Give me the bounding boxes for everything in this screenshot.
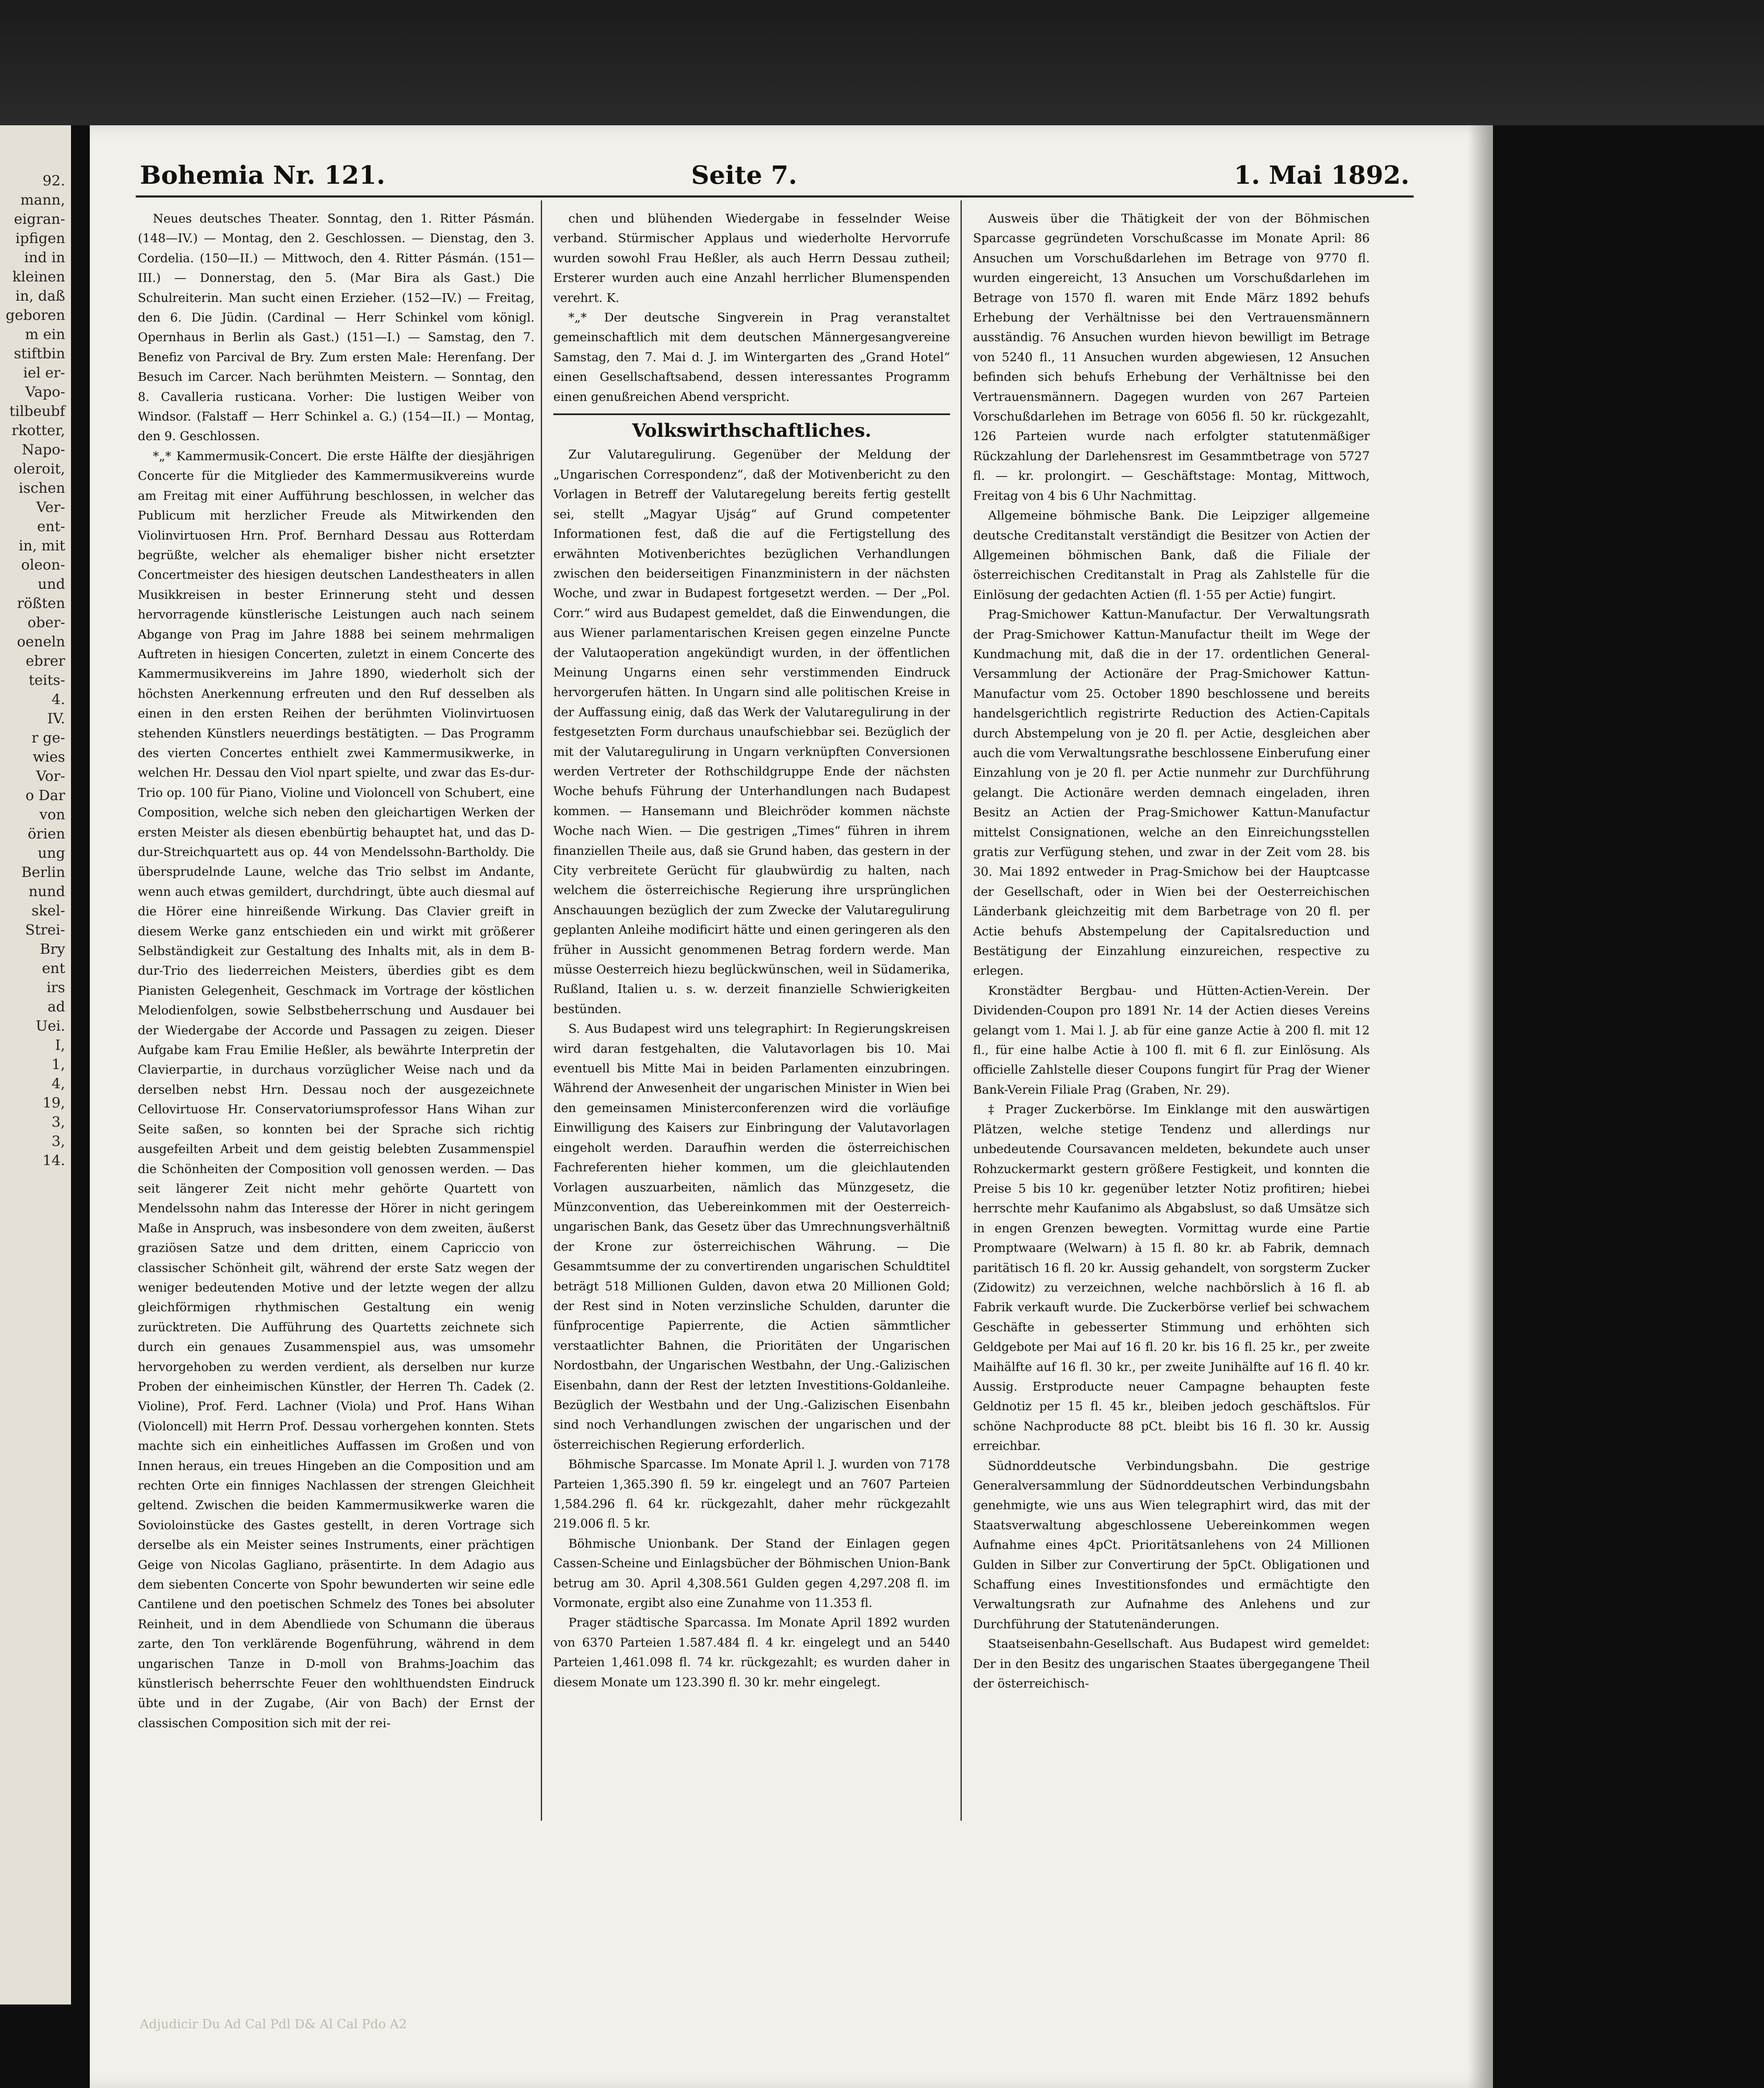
article-zuckerboerse: ‡ Prager Zuckerbörse. Im Einklange mit den auswärtigen Plätzen, welche stetige Tendenz und allerdings nur unbedeutende Coursavancen meldeten, bekundete auch unser Rohzuckermarkt gestern größere Festigkeit, und konnten die Preise 5 bis 10 kr. gegenüber letzter Notiz profitiren; hiebei herrschte mehr Kaufanimo als Abgabslust, so daß Umsätze sich in engen Grenzen bewegten. Vormittag wurde eine Partie Promptwaare (Welwarn) à 15 fl. 80 kr. ab Fabrik, demnach paritätisch 16 fl. 20 kr. Aussig gehandelt, von sorgsterm Zucker (Zidowitz) zu verzeichnen, welche nachbörslich à 16 fl. ab Fabrik verkauft wurde. Die Zuckerbörse verlief bei schwachem Geschäfte in gebesserter Stimmung und erhöhten sich Geldgebote per Mai auf 16 fl. 20 kr. bis 16 fl. 25 kr., per zweite Maihälfte auf 16 fl. 30 kr., per zweite Junihälfte auf 16 fl. 40 kr. Aussig. Erstproducte neuer Campagne behaupten feste Geldnotiz per 15 fl. 45 kr., bleiben jedoch geschäftslos. Für schöne Nachproducte 88 pCt. bleibt bis 16 fl. 30 kr. Aussig erreichbar. [973, 1102, 1370, 1453]
column-2 [553, 209, 950, 1817]
previous-page-fragment: 4. [51, 691, 65, 708]
article-kammermusik: *„* Kammermusik-Concert. Die erste Hälfte der diesjährigen Concerte für die Mitglieder des Kammermusikvereins wurde am Freitag mit einer Aufführung beschlossen, in welcher das Publicum mit herzlicher Freude als Mitwirkenden den Violinvirtuosen Hrn. Prof. Bernhard Dessau aus Rotterdam begrüßte, welcher als ehemaliger bisher nicht ersetzter Concertmeister des hiesigen deutschen Landestheaters in allen Musikkreisen in bester Erinnerung steht und dessen hervorragende künstlerische Leistungen auch nach seinem Abgange von Prag im Jahre 1888 bei seinem mehrmaligen Auftreten in hiesigen Concerten, zuletzt in einem Concerte des Kammermusikvereins im Jahre 1890, wiederholt sich der höchsten Anerkennung erfreuten und den Ruf desselben als einen in den ersten Reihen der berühmten Violinvirtuosen stehenden Künstlers neuerdings bestätigten. — Das Programm des vierten Concertes enthielt zwei Kammermusikwerke, in welchen Hr. Dessau den Viol npart spielte, und zwar das Es-dur-Trio op. 100 für Piano, Violine und Violoncell von Schubert, eine Composition, welche sich neben den gleichartigen Werken der ersten Meister als diesen ebenbürtig behauptet hat, und das D-dur-Streichquartett aus op. 44 von Mendelssohn-Bartholdy. Die übersprudelnde Laune, welche das Trio selbst im Andante, wenn auch etwas gemildert, durchdringt, übte auch diesmal auf die Hörer eine hinreißende Wirkung. Das Clavier greift in diesem Werke ganz entschieden ein und wirkt mit größerer Selbständigkeit zur Gestaltung des Inhalts mit, als in dem B-dur-Trio des liederreichen Meisters, überdies gibt es dem Pianisten Gelegenheit, Geschmack im Vortrage der köstlichen Melodienfolgen, sowie Selbstbeherrschung und Ausdauer bei der Wiedergabe der Accorde und Passagen zu zeigen. Dieser Aufgabe kam Frau Emilie Heßler, als bewährte Interpretin der Clavierpartie, in durchaus vorzüglicher Weise nach und da derselben nebst Hrn. Dessau noch der ausgezeichnete Cellovirtuose Hr. Conservatoriumsprofessor Hans Wihan zur Seite saßen, so konnten bei der Sprache sich richtig ausgefeilten Arbeit und dem geistig belebten Zusammenspiel die Schönheiten der Composition voll genossen werden. — Das seit längerer Zeit nicht mehr gehörte Quartett von Mendelssohn nahm das Interesse der Hörer in nicht geringem Maße in Anspruch, was insbesondere von dem zweiten, äußerst graziösen Satze und dem dritten, einem Capriccio von classischer Schönheit gilt, während der erste Satz wegen der weniger bedeutenden Motive und der letzte wegen der allzu gleichförmigen rhythmischen Gestaltung ein wenig zurücktreten. Die Aufführung des Quartetts zeichnete sich durch ein genaues Zusammenspiel aus, was umsomehr hervorgehoben zu werden verdient, als derselben nur kurze Proben der einheimischen Künstler, der Herren Th. Cadek (2. Violine), Prof. Ferd. Lachner (Viola) und Prof. Hans Wihan (Violoncell) mit Herrn Prof. Dessau vorhergehen konnten. Stets machte sich ein einheitliches Auffassen im Großen und von Innen heraus, ein treues Hingeben an die Composition und am rechten Orte ein finniges Nachlassen der strengen Gleichheit geltend. Zwischen die beiden Kammermusikwerke waren die Sovioloinstücke des Gastes gestellt, in deren Vortrage sich derselbe als ein Meister seines Instruments, einer prächtigen Geige von Nicolas Gagliano, präsentirte. In dem Adagio aus dem siebenten Concerte von Spohr bewunderten wir seine edle Cantilene und den poetischen Schmelz des Tones bei absoluter Reinheit, und in dem Abendliede von Schumann die überaus zarte, den Ton verklärende Bogenführung, während in dem ungarischen Tanze in D-moll von Brahms-Joachim das künstlerisch beherrschte Feuer den wohlthuendsten Eindruck übte und in der Zugabe, (Air von Bach) der Ernst der classischen Composition sich mit der rei- [138, 449, 535, 1730]
previous-page-fragment: o Dar [25, 787, 65, 804]
previous-page-fragment: irs [46, 979, 65, 996]
previous-page-fragment: ischen [18, 480, 65, 497]
section-heading: Volkswirthschaftliches. [553, 413, 950, 441]
previous-page-fragment: kleinen [12, 269, 65, 285]
article-kattun: Prag-Smichower Kattun-Manufactur. Der Verwaltungsrath der Prag-Smichower Kattun-Manufactur theilt im Wege der Kundmachung mit, daß die in der 17. ordentlichen General-Versammlung der Actionäre der Prag-Smichower Kattun-Manufactur vom 25. October 1890 beschlossene und bereits handelsgerichtlich registrirte Reduction des Actien-Capitals durch Abstempelung von je 20 fl. per Actie, desgleichen aber auch die vom Verwaltungsrathe beschlossene Einberufung einer Einzahlung von je 20 fl. per Actie nunmehr zur Durchführung gelangt. Die Actionäre werden demnach eingeladen, ihren Besitz an Actien der Prag-Smichower Kattun-Manufactur mittelst Consignationen, welche an den Einreichungsstellen gratis zur Verfügung stehen, und zwar in der Zeit vom 28. bis 30. Mai 1892 entweder in Prag-Smichow bei der Hauptcasse der Gesellschaft, oder in Wien bei der Oesterreichischen Länderbank gleichzeitig mit dem Barbetrage von 20 fl. per Actie behufs Abstempelung der Capitalsreduction und Bestätigung der Einzahlung einzureichen, respective zu erlegen. [973, 607, 1370, 978]
previous-page-fragment: Berlin [21, 864, 65, 881]
previous-page-fragment: 3, [51, 1114, 65, 1130]
theater-schedule: Neues deutsches Theater. Sonntag, den 1. Ritter Pásmán. (148—IV.) — Montag, den 2. Geschlossen. — Dienstag, den 3. Cordelia. (150—II.) — Mittwoch, den 4. Ritter Pásmán. (151—III.) — Donnerstag, den 5. (Mar Bira als Gast.) Die Schulreiterin. Man sucht einen Erzieher. (152—IV.) — Freitag, den 6. Die Jüdin. (Cardinal — Herr Schinkel vom königl. Opernhaus in Berlin als Gast.) (151—I.) — Samstag, den 7. Benefiz von Parcival de Bry. Zum ersten Male: Herenfang. Der Besuch im Carcer. Nach berühmten Meistern. — Sonntag, den 8. Cavalleria rusticana. Vorher: Die lustigen Weiber von Windsor. (Falstaff — Herr Schinkel a. G.) (154—II.) — Montag, den 9. Geschlossen. [138, 211, 535, 443]
article-unionbank: Böhmische Unionbank. Der Stand der Einlagen gegen Cassen-Scheine und Einlagsbücher der Böhmischen Union-Bank betrug am 30. April 4,308.561 Gulden gegen 4,297.208 fl. im Vormonate, ergibt also eine Zunahme von 11.353 fl. [553, 1536, 950, 1610]
scanner-background [0, 0, 1764, 125]
previous-page-fragment: wies [33, 749, 65, 765]
previous-page-fragment: Bry [40, 941, 65, 958]
previous-page-fragment: rkotter, [11, 422, 65, 439]
article-kammermusik-cont: chen und blühenden Wiedergabe in fesselnder Weise verband. Stürmischer Applaus und wiederholte Hervorrufe wurden sowohl Frau Heßler, als auch Herrn Dessau zutheil; Ersterer wurden auch eine Anzahl herrlicher Blumenspenden verehrt. K. [553, 211, 950, 305]
previous-page-fragment: 1, [51, 1056, 65, 1073]
previous-page-fragment: m ein [25, 326, 65, 343]
previous-page-fragment: ad [47, 998, 65, 1015]
bleed-through-text: Adjudicir Du Ad Cal Pdl D& Al Cal Pdo A2 [140, 2017, 407, 2032]
previous-page-fragment: skel- [31, 902, 65, 919]
previous-page-fragment: 19, [42, 1095, 65, 1111]
previous-page-fragment: r ge- [31, 730, 65, 746]
page-number: Seite 7. [691, 161, 797, 190]
article-staedtische-sparcassa: Prager städtische Sparcassa. Im Monate April 1892 wurden von 6370 Parteien 1.587.484 fl. 4 kr. eingelegt und an 5440 Parteien 1,461.098 fl. 74 kr. rückgezahlt; es wurden daher in diesem Monate um 123.390 fl. 30 kr. mehr eingelegt. [553, 1615, 950, 1689]
previous-page-fragment: Ver- [36, 499, 65, 516]
issue-date: 1. Mai 1892. [1234, 161, 1409, 190]
previous-page-fragment: oleroit, [13, 461, 65, 477]
previous-page-fragment: I, [55, 1037, 65, 1054]
previous-page-fragment: eigran- [14, 211, 65, 228]
article-sparcasse: Böhmische Sparcasse. Im Monate April l. J. wurden von 7178 Parteien 1,365.390 fl. 59 kr. eingelegt und an 7607 Parteien 1,584.296 fl. 64 kr. rückgezahlt, daher mehr rückgezahlt 219.006 fl. 5 kr. [553, 1457, 950, 1531]
previous-page-fragment: IV. [47, 710, 65, 727]
article-kronstaedter: Kronstädter Bergbau- und Hütten-Actien-Verein. Der Dividenden-Coupon pro 1891 Nr. 14 der Actien dieses Vereins gelangt vom 1. Mai l. J. ab für eine ganze Actie à 200 fl. mit 12 fl., für eine halbe Actie à 100 fl. mit 6 fl. zur Einlösung. Als officielle Zahlstelle dieser Coupons fungirt für Prag der Wiener Bank-Verein Filiale Prag (Graben, Nr. 29). [973, 983, 1370, 1097]
column-1 [138, 209, 535, 1817]
article-boehmische-bank: Allgemeine böhmische Bank. Die Leipziger allgemeine deutsche Creditanstalt verständigt die Besitzer von Actien der Allgemeinen böhmischen Bank, daß die Filiale der österreichischen Creditanstalt in Prag als Zahlstelle für die Einlösung der gedachten Actien (fl. 1·55 per Actie) fungirt. [973, 508, 1370, 602]
column-divider [541, 200, 542, 1821]
previous-page-fragment: ent- [37, 518, 65, 535]
article-staatseisenbahn: Staatseisenbahn-Gesellschaft. Aus Budapest wird gemeldet: Der in den Besitz des ungarischen Staates übergegangene Theil der österreichisch- [973, 1637, 1370, 1691]
previous-page-fragment: geboren [5, 307, 65, 324]
previous-page-fragment: Vor- [36, 768, 65, 785]
previous-page-fragment: in, daß [15, 288, 65, 304]
previous-page-fragment: rößten [17, 595, 65, 612]
previous-page-fragment: von [39, 806, 65, 823]
page-header [140, 161, 1409, 194]
previous-page-fragment: 4, [51, 1075, 65, 1092]
previous-page-fragment: 3, [51, 1133, 65, 1150]
article-verbindungsbahn: Südnorddeutsche Verbindungsbahn. Die gestrige Generalversammlung der Südnorddeutschen Verbindungsbahn genehmigte, wie uns aus Wien telegraphirt wird, das mit der Staatsverwaltung abgeschlossene Uebereinkommen wegen Aufnahme eines 4pCt. Prioritätsanlehens von 24 Millionen Gulden in Silber zur Convertirung der 5pCt. Obligationen und Schaffung eines Investitionsfondes und ermächtigte den Verwaltungsrath zur Aufnahme des Anlehens und zur Durchführung der Statutenänderungen. [973, 1458, 1370, 1631]
previous-page-fragment: Strei- [25, 922, 65, 938]
masthead: Bohemia Nr. 121. [140, 161, 385, 190]
article-ausweis: Ausweis über die Thätigkeit der von der Böhmischen Sparcasse gegründeten Vorschußcasse im Monate April: 86 Ansuchen um Vorschußdarlehen im Betrage von 9770 fl. wurden eingereicht, 13 Ansuchen um Vorschußdarlehen im Betrage von 1570 fl. waren mit Ende März 1892 behufs Erhebung der Verhältnisse bei den Vertrauensmännern ausständig. 76 Ansuchen wurden hievon bewilligt im Betrage von 5240 fl., 11 Ansuchen wurden abgewiesen, 12 Ansuchen befinden sich behufs Erhebung der Verhältnisse bei den Vertrauensmännern. Dagegen wurden von 267 Parteien Vorschußdarlehen im Betrage von 6056 fl. 50 kr. rückgezahlt, 126 Parteien wurde nach erfolgter statutenmäßiger Rückzahlung der Darlehensrest im Gesammtbetrage von 5727 fl. — kr. prolongirt. — Geschäftstage: Montag, Mittwoch, Freitag von 4 bis 6 Uhr Nachmittag. [973, 211, 1370, 503]
previous-page-fragment: oleon- [21, 557, 65, 573]
previous-page-fragment: mann, [20, 192, 65, 208]
previous-page-fragment: nund [28, 883, 65, 900]
previous-page-fragment: Vapo- [25, 384, 65, 400]
previous-page-fragment: ind in [24, 249, 65, 266]
previous-page-fragment: Uei. [35, 1018, 65, 1034]
previous-page-edge [0, 125, 71, 2004]
previous-page-fragment: Napo- [22, 441, 65, 458]
header-rule [136, 195, 1414, 198]
previous-page-fragment: iel er- [23, 365, 65, 381]
previous-page-fragment: teits- [28, 672, 65, 689]
previous-page-fragment: ober- [27, 614, 65, 631]
article-valuta: Zur Valutaregulirung. Gegenüber der Meldung der „Ungarischen Correspondenz“, daß der Motivenbericht zu den Vorlagen in Betreff der Valutaregelung bereits fertig gestellt sei, stellt „Magyar Ujság“ auf Grund competenter Informationen fest, daß die auf die Fertigstellung des erwähnten Motivenberichtes bezüglichen Verhandlungen zwischen den beiderseitigen Finanzministern in der nächsten Woche, und zwar in Budapest fortgesetzt werden. — Der „Pol. Corr.“ wird aus Budapest gemeldet, daß die Einwendungen, die aus Wiener parlamentarischen Kreisen gegen einzelne Puncte der Valutaoperation angekündigt wurden, in der öffentlichen Meinung Ungarns einen sehr verstimmenden Eindruck hervorgerufen hätten. In Ungarn sind alle politischen Kreise in der Auffassung einig, daß das Werk der Valutaregulirung in der festgesetzten Form durchaus unaufschiebbar sei. Bezüglich der mit der Valutaregulirung in Ungarn verknüpften Conversionen werden Vertreter der Rothschildgruppe Ende der nächsten Woche behufs Führung der Unterhandlungen nach Budapest kommen. — Hansemann und Bleichröder kommen nächste Woche nach Wien. — Die gestrigen „Times“ führen in ihrem finanziellen Theile aus, daß sie Grund haben, das gestern in der City verbreitete Gerücht für glaubwürdig zu halten, nach welchem die österreichische Regierung ihre ursprünglichen Anschauungen bezüglich der zum Zwecke der Valutaregulirung geplanten Anleihe modificirt hätte und einen geringeren als den früher in Aussicht genommenen Betrag fordern werde. Man müsse Oesterreich hiezu beglückwünschen, weil in Südamerika, Rußland, Italien u. s. w. derzeit finanzielle Schwierigkeiten bestünden. [553, 447, 950, 1016]
previous-page-fragment: und [38, 576, 65, 593]
previous-page-fragment: 92. [42, 172, 65, 189]
column-3 [973, 209, 1370, 1817]
page-edge-shadow [1468, 125, 1493, 2088]
previous-page-fragment: tilbeubf [9, 403, 65, 420]
previous-page-fragment: in, mit [18, 537, 65, 554]
previous-page-fragment: ipfigen [15, 230, 65, 247]
previous-page-fragment: oeneln [17, 633, 65, 650]
article-budapest: S. Aus Budapest wird uns telegraphirt: In Regierungskreisen wird daran festgehalten, die Valutavorlagen bis 10. Mai eventuell bis Mitte Mai in beiden Parlamenten einzubringen. Während der Anwesenheit der ungarischen Minister in Wien bei den gemeinsamen Ministerconferenzen wird die vorläufige Einwilligung des Kaisers zur Einbringung der Valutavorlagen eingeholt werden. Daraufhin werden die österreichischen Fachreferenten hieher kommen, um die gleichlautenden Vorlagen auszuarbeiten, nämlich das Münzgesetz, die Münzconvention, das Uebereinkommen mit der Oesterreich-ungarischen Bank, das Gesetz über das Umrechnungsverhältniß der Krone zur österreichischen Währung. — Die Gesammtsumme der zu convertirenden ungarischen Schuldtitel beträgt 518 Millionen Gulden, davon etwa 20 Millionen Gold; der Rest sind in Noten verzinsliche Schulden, darunter die fünfprocentige Papierrente, die Actien sämmtlicher verstaatlichter Bahnen, die Prioritäten der Ungarischen Nordostbahn, der Ungarischen Westbahn, der Ung.-Galizischen Eisenbahn, dann der Rest der letzten Investitions-Goldanleihe. Bezüglich der Westbahn und der Ung.-Galizischen Eisenbahn sind noch Verhandlungen zwischen der ungarischen und der österreichischen Regierung erforderlich. [553, 1021, 950, 1452]
previous-page-fragment: stiftbin [14, 345, 65, 362]
previous-page-fragment: ung [38, 845, 65, 862]
previous-page-fragment: örien [28, 826, 65, 842]
column-divider [961, 200, 962, 1821]
article-singverein: *„* Der deutsche Singverein in Prag veranstaltet gemeinschaftlich mit dem deutschen Männergesangvereine Samstag, den 7. Mai d. J. im Wintergarten des „Grand Hotel“ einen Gesellschaftsabend, dessen interessantes Programm einen genußreichen Abend verspricht. [553, 310, 950, 404]
previous-page-fragment: 14. [42, 1152, 65, 1169]
previous-page-fragment: ebrer [25, 653, 65, 669]
newspaper-page [90, 125, 1493, 2088]
previous-page-fragment: ent [42, 960, 65, 977]
